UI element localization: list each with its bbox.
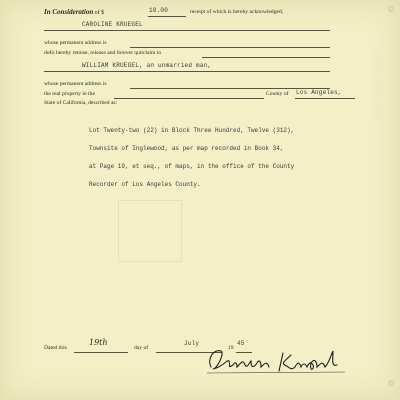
legal-line: Recorder of Los Angeles County. — [89, 181, 201, 188]
property-label: the real property in the — [44, 91, 95, 97]
consideration-amount: 10.00 — [149, 7, 169, 14]
grantee-residence-label: whose permanent address is — [44, 81, 107, 87]
grantee-name: WILLIAM KRUEGEL, an unmarried man, — [82, 62, 212, 69]
legal-line: Lot Twenty-two (22) in Block Three Hundred, Twelve (312), — [89, 127, 295, 134]
county-label: County of — [266, 91, 289, 97]
grantor-name: CAROLINE KRUEGEL — [82, 21, 143, 28]
consideration-label: In Consideration — [44, 8, 94, 16]
legal-line: at Page 19, et seq., of maps, in the office of the County — [89, 163, 295, 170]
dated-label: Dated this — [44, 345, 67, 351]
grantor-signature — [205, 345, 355, 377]
grantor-line — [44, 30, 330, 31]
consideration-prefix: of $ — [94, 10, 105, 16]
grantor-residence-label: whose permanent address is — [44, 40, 107, 46]
day-line — [74, 352, 128, 353]
day-value: 19th — [89, 338, 108, 347]
year-value: 45 — [237, 340, 245, 347]
year-prefix: 19 — [228, 345, 234, 351]
punch-hole — [388, 380, 394, 386]
receipt-text: receipt of which is hereby acknowledged, — [190, 9, 284, 15]
month-value: July — [184, 340, 200, 347]
property-line — [114, 98, 264, 99]
state-text: State of California, described as: — [44, 100, 118, 106]
punch-hole — [388, 6, 394, 12]
day-of-label: day of — [134, 345, 149, 351]
consideration-amount-line — [148, 16, 186, 17]
remise-line — [202, 57, 330, 58]
grantee-line — [44, 71, 330, 72]
bleed-through-stamp — [118, 200, 182, 262]
consideration-row — [44, 8, 104, 16]
legal-description — [89, 122, 379, 194]
bleed-through-text: ░░░░░░░░░░░░░░ — [372, 52, 381, 120]
grantor-residence-line — [130, 47, 330, 48]
county-line — [295, 98, 355, 99]
legal-line: Townsite of Inglewood, as per map recorded in Book 34, — [89, 145, 284, 152]
remise-text: do€s hereby remise, release and forever quitclaim to — [44, 50, 162, 56]
county-value: Los Angeles, — [296, 89, 342, 96]
